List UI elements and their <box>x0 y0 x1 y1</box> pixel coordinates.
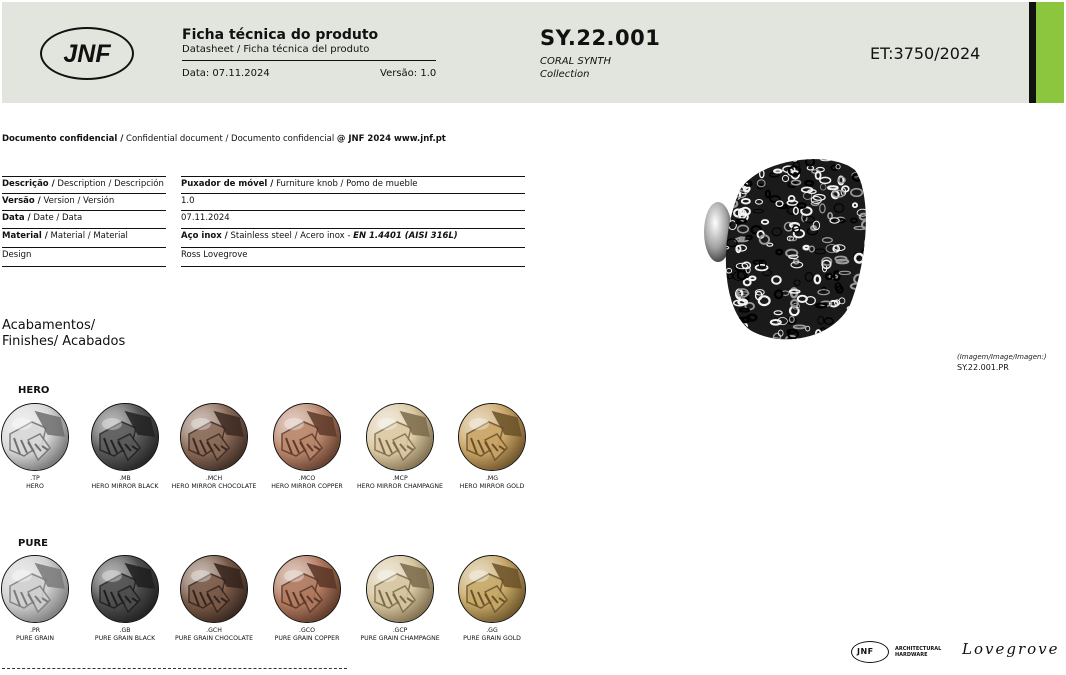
header-divider <box>182 60 436 61</box>
spec-value-bold: Puxador de móvel / <box>181 179 274 189</box>
footer-dashed-line <box>2 668 347 669</box>
finishes-title-line1: Acabamentos/ <box>2 318 96 333</box>
finish-code: .GG <box>486 627 498 634</box>
jnf-logo-text: JNF <box>63 40 111 68</box>
image-code: SY.22.001.PR <box>957 363 1009 372</box>
finish-swatch <box>180 403 248 471</box>
finish-swatch <box>91 555 159 623</box>
designer-signature: Lovegrove <box>962 640 1060 658</box>
spec-label <box>2 250 31 260</box>
finish-name: PURE GRAIN CHOCOLATE <box>175 635 253 642</box>
image-caption: (Imagem/Image/Imagen:) <box>957 353 1047 361</box>
page-subtitle: Datasheet / Ficha técnica del produto <box>182 44 370 55</box>
spec-label <box>2 179 164 189</box>
spec-label-rest: Material / Material <box>47 231 128 241</box>
spec-label-rest: Description / Descripción <box>54 179 164 189</box>
product-code: SY.22.001 <box>540 26 661 50</box>
collection-name: CORAL SYNTH <box>540 56 611 67</box>
finish-swatch <box>458 555 526 623</box>
spec-rule-right <box>181 210 525 211</box>
jnf-logo <box>40 27 134 80</box>
confidential-notice <box>2 134 446 144</box>
finish-label <box>437 627 547 643</box>
finish-code: .PR <box>30 627 40 634</box>
finish-name: PURE GRAIN <box>16 635 54 642</box>
finish-name: PURE GRAIN COPPER <box>274 635 340 642</box>
finish-code: .TP <box>30 475 40 482</box>
spec-rule-right <box>181 176 525 177</box>
spec-value-rest: 1.0 <box>181 196 195 206</box>
header-accent-dark <box>1029 2 1036 103</box>
spec-rule-left <box>2 266 166 267</box>
finish-code: .MCP <box>392 475 408 482</box>
spec-value-rest: 07.11.2024 <box>181 213 230 223</box>
spec-value <box>181 196 195 206</box>
spec-rule-left <box>2 193 166 194</box>
finish-swatch <box>366 403 434 471</box>
spec-value-rest: Ross Lovegrove <box>181 250 248 260</box>
finish-group-label: HERO <box>18 385 50 396</box>
spec-rule-right <box>181 247 525 248</box>
footer-arch-line1: ARCHITECTURAL <box>895 646 942 652</box>
finish-name: PURE GRAIN BLACK <box>94 635 156 642</box>
collection-word: Collection <box>540 69 590 80</box>
spec-rule-right <box>181 193 525 194</box>
footer-arch-hardware <box>895 646 941 658</box>
finish-label <box>437 475 547 491</box>
spec-label <box>2 231 128 241</box>
finish-name: PURE GRAIN CHAMPAGNE <box>360 635 440 642</box>
spec-label-rest: Date / Data <box>30 213 83 223</box>
finish-swatch <box>273 555 341 623</box>
spec-value <box>181 250 248 260</box>
finish-name: HERO MIRROR COPPER <box>271 483 343 490</box>
header-version: Versão: 1.0 <box>380 68 437 79</box>
finish-name: HERO MIRROR CHAMPAGNE <box>357 483 443 490</box>
header-accent-green <box>1036 2 1064 103</box>
finish-name: HERO <box>26 483 44 490</box>
footer-arch-line2: HARDWARE <box>895 652 928 658</box>
spec-label-rest: Design <box>2 250 32 260</box>
finish-code: .MCO <box>298 475 316 482</box>
finish-code: .GCP <box>392 627 408 634</box>
spec-label <box>2 213 82 223</box>
finish-code: .GCH <box>206 627 222 634</box>
spec-rule-right <box>181 266 525 267</box>
confidential-strong: Documento confidencial / <box>2 134 124 144</box>
spec-label-bold: Versão / <box>2 196 41 206</box>
finish-swatch <box>91 403 159 471</box>
finish-swatch <box>1 555 69 623</box>
et-code: ET:3750/2024 <box>870 44 981 63</box>
finish-code: .MCH <box>205 475 223 482</box>
finish-name: PURE GRAIN GOLD <box>463 635 521 642</box>
spec-value <box>181 179 418 189</box>
spec-label-bold: Data / <box>2 213 31 223</box>
spec-value-rest: Stainless steel / Acero inox - <box>227 231 354 241</box>
spec-label-rest: Version / Versión <box>40 196 115 206</box>
finish-name: HERO MIRROR CHOCOLATE <box>171 483 257 490</box>
header-date: Data: 07.11.2024 <box>182 68 270 79</box>
spec-value <box>181 231 458 241</box>
spec-rule-left <box>2 176 166 177</box>
page-title: Ficha técnica do produto <box>182 27 379 43</box>
finishes-title-line2: Finishes/ Acabados <box>2 334 126 349</box>
finish-code: .GB <box>119 627 131 634</box>
finish-swatch <box>1 403 69 471</box>
collection-block <box>540 55 611 81</box>
finish-swatch <box>366 555 434 623</box>
product-image <box>700 150 870 349</box>
spec-value-rest: Furniture knob / Pomo de mueble <box>273 179 418 189</box>
finish-swatch <box>273 403 341 471</box>
confidential-copyright: @ JNF 2024 www.jnf.pt <box>336 134 446 144</box>
spec-rule-left <box>2 247 166 248</box>
spec-rule-left <box>2 228 166 229</box>
spec-value <box>181 213 230 223</box>
spec-label <box>2 196 114 206</box>
confidential-text: Confidential document / Documento confidencial <box>123 134 337 144</box>
finishes-title <box>2 318 125 350</box>
finish-code: .MG <box>485 475 499 482</box>
finish-group-label: PURE <box>18 538 48 549</box>
finish-swatch <box>458 403 526 471</box>
spec-label-bold: Material / <box>2 231 48 241</box>
finish-swatch <box>180 555 248 623</box>
spec-rule-right <box>181 228 525 229</box>
spec-label-bold: Descrição / <box>2 179 55 189</box>
spec-value-standard: EN 1.4401 (AISI 316L) <box>353 231 458 241</box>
spec-rule-left <box>2 210 166 211</box>
footer-logo-text: JNF <box>857 647 874 656</box>
finish-code: .MB <box>119 475 131 482</box>
finish-name: HERO MIRROR GOLD <box>459 483 525 490</box>
finish-code: .GCO <box>299 627 315 634</box>
spec-value-bold: Aço inox / <box>181 231 228 241</box>
finish-name: HERO MIRROR BLACK <box>91 483 159 490</box>
